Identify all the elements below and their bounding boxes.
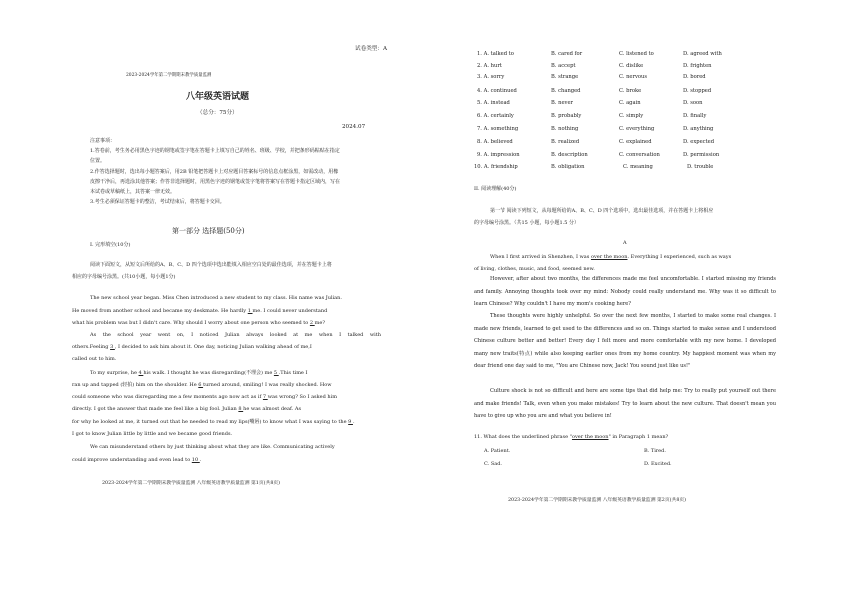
page-footer: 2023-2024学年第二学期期末教学质量监测 八年级英语教学质量监测 第1页(共8页) (102, 481, 281, 486)
passage-paragraph: Culture shock is not so difficult and here are some tips that did help me: Try to really put yourself out there and make friends! Talk, even when you make mistakes! Try to learn about the new culture. That doesn't mean you have to give up who you are and what you believe in! (474, 388, 776, 420)
notice-line: 1.答卷前，考生务必用黑色字迹的钢笔或签字笔在答题卡上填写自己的姓名、班级、学校，并把条形码粘贴在指定 (90, 148, 340, 154)
cloze-blank: 5 (273, 370, 279, 376)
option-row: 3. A. sorry B. strange C. nervous D. bored (477, 74, 706, 80)
notice-line: 本试卷或草稿纸上，其答案一律无效。 (90, 189, 176, 195)
underlined-phrase: over the moon (590, 254, 628, 260)
notice-line: 位置。 (90, 158, 106, 164)
cloze-blank: 7 (262, 394, 268, 400)
cloze-blank: 4 (138, 370, 144, 376)
q11-option-d[interactable]: D. Excited. (644, 461, 672, 467)
passage-paragraph: However, after about two months, the differences made me feel uncomfortable. I started missing my friends and family. Annoying thoughts took over my mind: Nobody could really understand me. Why was it so difficult to learn Chinese? Why couldn't I have my mom's cooking here? (474, 276, 776, 308)
option-row: 4. A. continued B. changed C. broke D. stopped (477, 88, 712, 94)
cloze-line: I got to know Julian little by little and we became good friends. (72, 431, 233, 437)
notice-line: 2.作答选择题时，选出每小题答案后，用2B 铅笔把答题卡上对应题目答案标号的信息点框涂黑，如需改动，用橡 (90, 169, 339, 175)
cloze-line: what his problem was but I didn't care. Why should I worry about one person who seemed to 2 me? (72, 320, 326, 326)
cloze-line: He moved from another school and became my deskmate. He hardly 1 me. I could never understand (72, 308, 328, 314)
cloze-blank: 9 (348, 419, 353, 425)
notice-line: 3.考生必须保证答题卡的整洁，考试结束后，将答题卡交回。 (90, 199, 225, 205)
passage-paragraph: These thoughts were highly unhelpful. So over the next few months, I started to make some real changes. I made new friends, learned to get used to the differences and so on. Things started to make sense and I understood Chinese culture better and better! Every day I felt more and more comfortable with my new home. I developed many new traits(特点) while also keeping earlier ones from my home country. My happiest moment was when my dear friend one day said to me, "You are Chinese now, Jack! You sound just like us!" (474, 313, 776, 370)
exam-title: 八年级英语试题 (186, 92, 250, 102)
section-reading-title: II. 阅读理解(40分) (474, 186, 517, 192)
reading-instruction: 的字母编号涂黑。（共15 小题，每小题1.5 分） (474, 220, 579, 226)
passage-line: When I first arrived in Shenzhen, I was over the moon. Everything I experienced, such as ways (490, 254, 732, 260)
cloze-line: for why he looked at me, it turned out that he needed to read my lips(嘴唇) to know what I was saying to the 9 . (72, 419, 355, 425)
total-score: （总分：75分） (197, 110, 238, 116)
cloze-instruction: 相应的字母编号涂黑。(共10小题，每小题1分) (72, 274, 176, 280)
cloze-blank: 8 (238, 406, 244, 412)
option-row: 1. A. talked to B. cared for C. listened to D. agreed with (477, 51, 722, 57)
cloze-line: ran up and tapped (轻拍) him on the shoulder. He 6 turned around, smiling! I was really shocked. How (72, 382, 332, 388)
option-row: 2. A. hurt B. accept C. dislike D. frighten (477, 63, 712, 69)
cloze-line: The new school year began. Miss Chen introduced a new student to my class. His name was Julian. (90, 295, 342, 301)
page-footer: 2023-2024学年第二学期期末教学质量监测 八年级英语教学质量监测 第2页(共8页) (508, 498, 687, 503)
notice-line: 皮擦干净后，再选涂其他答案；作答非选择题时，用黑色字迹的钢笔或签字笔将答案写在答题卡指定区域内，写在 (90, 179, 341, 185)
question-11: 11. What does the underlined phrase "over the moon" in Paragraph 1 mean? (474, 434, 669, 440)
cloze-line: others.Feeling 3 , I decided to ask him about it. One day, noticing Julian walking ahead of me,I (72, 344, 312, 350)
passage-line: of living, clothes, music, and food, seemed new. (474, 266, 595, 272)
reading-instruction: 第一节 阅读下列短文，从每题所给的A、B、C、D 四个选项中，选出最佳选项，并在答题卡上将相应 (490, 208, 714, 214)
q11-option-b[interactable]: B. Tired. (644, 448, 666, 454)
cloze-line: As the school year went on, I noticed Julian always looked at me when I talked with (90, 332, 381, 338)
cloze-line: To my surprise, he 4 his walk. I thought he was disregarding(不理会) me 5 .This time I (90, 370, 308, 376)
cloze-blank: 10 (191, 457, 200, 463)
paper-type: 试卷类型：A (355, 46, 388, 52)
q11-option-a[interactable]: A. Patient. (484, 448, 511, 454)
cloze-line: could someone who was disregarding me a few moments ago now act as if 7 was wrong? So I asked him (72, 394, 337, 400)
option-row: 9. A. impression B. description C. conversation D. permission (477, 152, 720, 158)
option-row: 5. A. instead B. never C. again D. soon (477, 100, 703, 106)
part-title: 第一部分 选择题(50分) (172, 227, 245, 235)
passage-label: A (623, 240, 627, 246)
cloze-blank: 2 (309, 320, 315, 326)
q11-option-c[interactable]: C. Sad. (484, 461, 503, 467)
page-right (430, 0, 860, 609)
section-cloze-title: I. 完形填空(10分) (90, 242, 131, 248)
cloze-line: We can misunderstand others by just thinking about what they are like. Communicating actively (90, 444, 335, 450)
header-small: 2023-2024学年第二学期期末教学质量监测 (126, 73, 212, 78)
option-row: 8. A. believed B. realized C. explained D. expected (477, 139, 715, 145)
notice-title: 注意事项： (90, 138, 116, 144)
cloze-line: called out to him. (72, 356, 117, 362)
exam-date: 2024.07 (342, 124, 366, 130)
cloze-instruction: 阅读下面短文，从短文后所给的A、B、C、D 四个选项中选出能填入相应空白处的最佳选项，并在答题卡上将 (90, 262, 332, 268)
cloze-blank: 6 (198, 382, 204, 388)
cloze-line: could improve understanding and even lead to 10 . (72, 457, 202, 463)
cloze-line: directly. I got the answer that made me feel like a big fool. Julian 8 he was almost deaf. As (72, 406, 302, 412)
cloze-blank: 3 (110, 344, 115, 350)
option-row: 7. A. something B. nothing C. everything D. anything (477, 126, 714, 132)
option-row: 10. A. friendship B. obligation C. meaning D. trouble (474, 164, 714, 170)
cloze-blank: 1 (247, 308, 253, 314)
option-row: 6. A. certainly B. probably C. simply D. finally (477, 113, 707, 119)
